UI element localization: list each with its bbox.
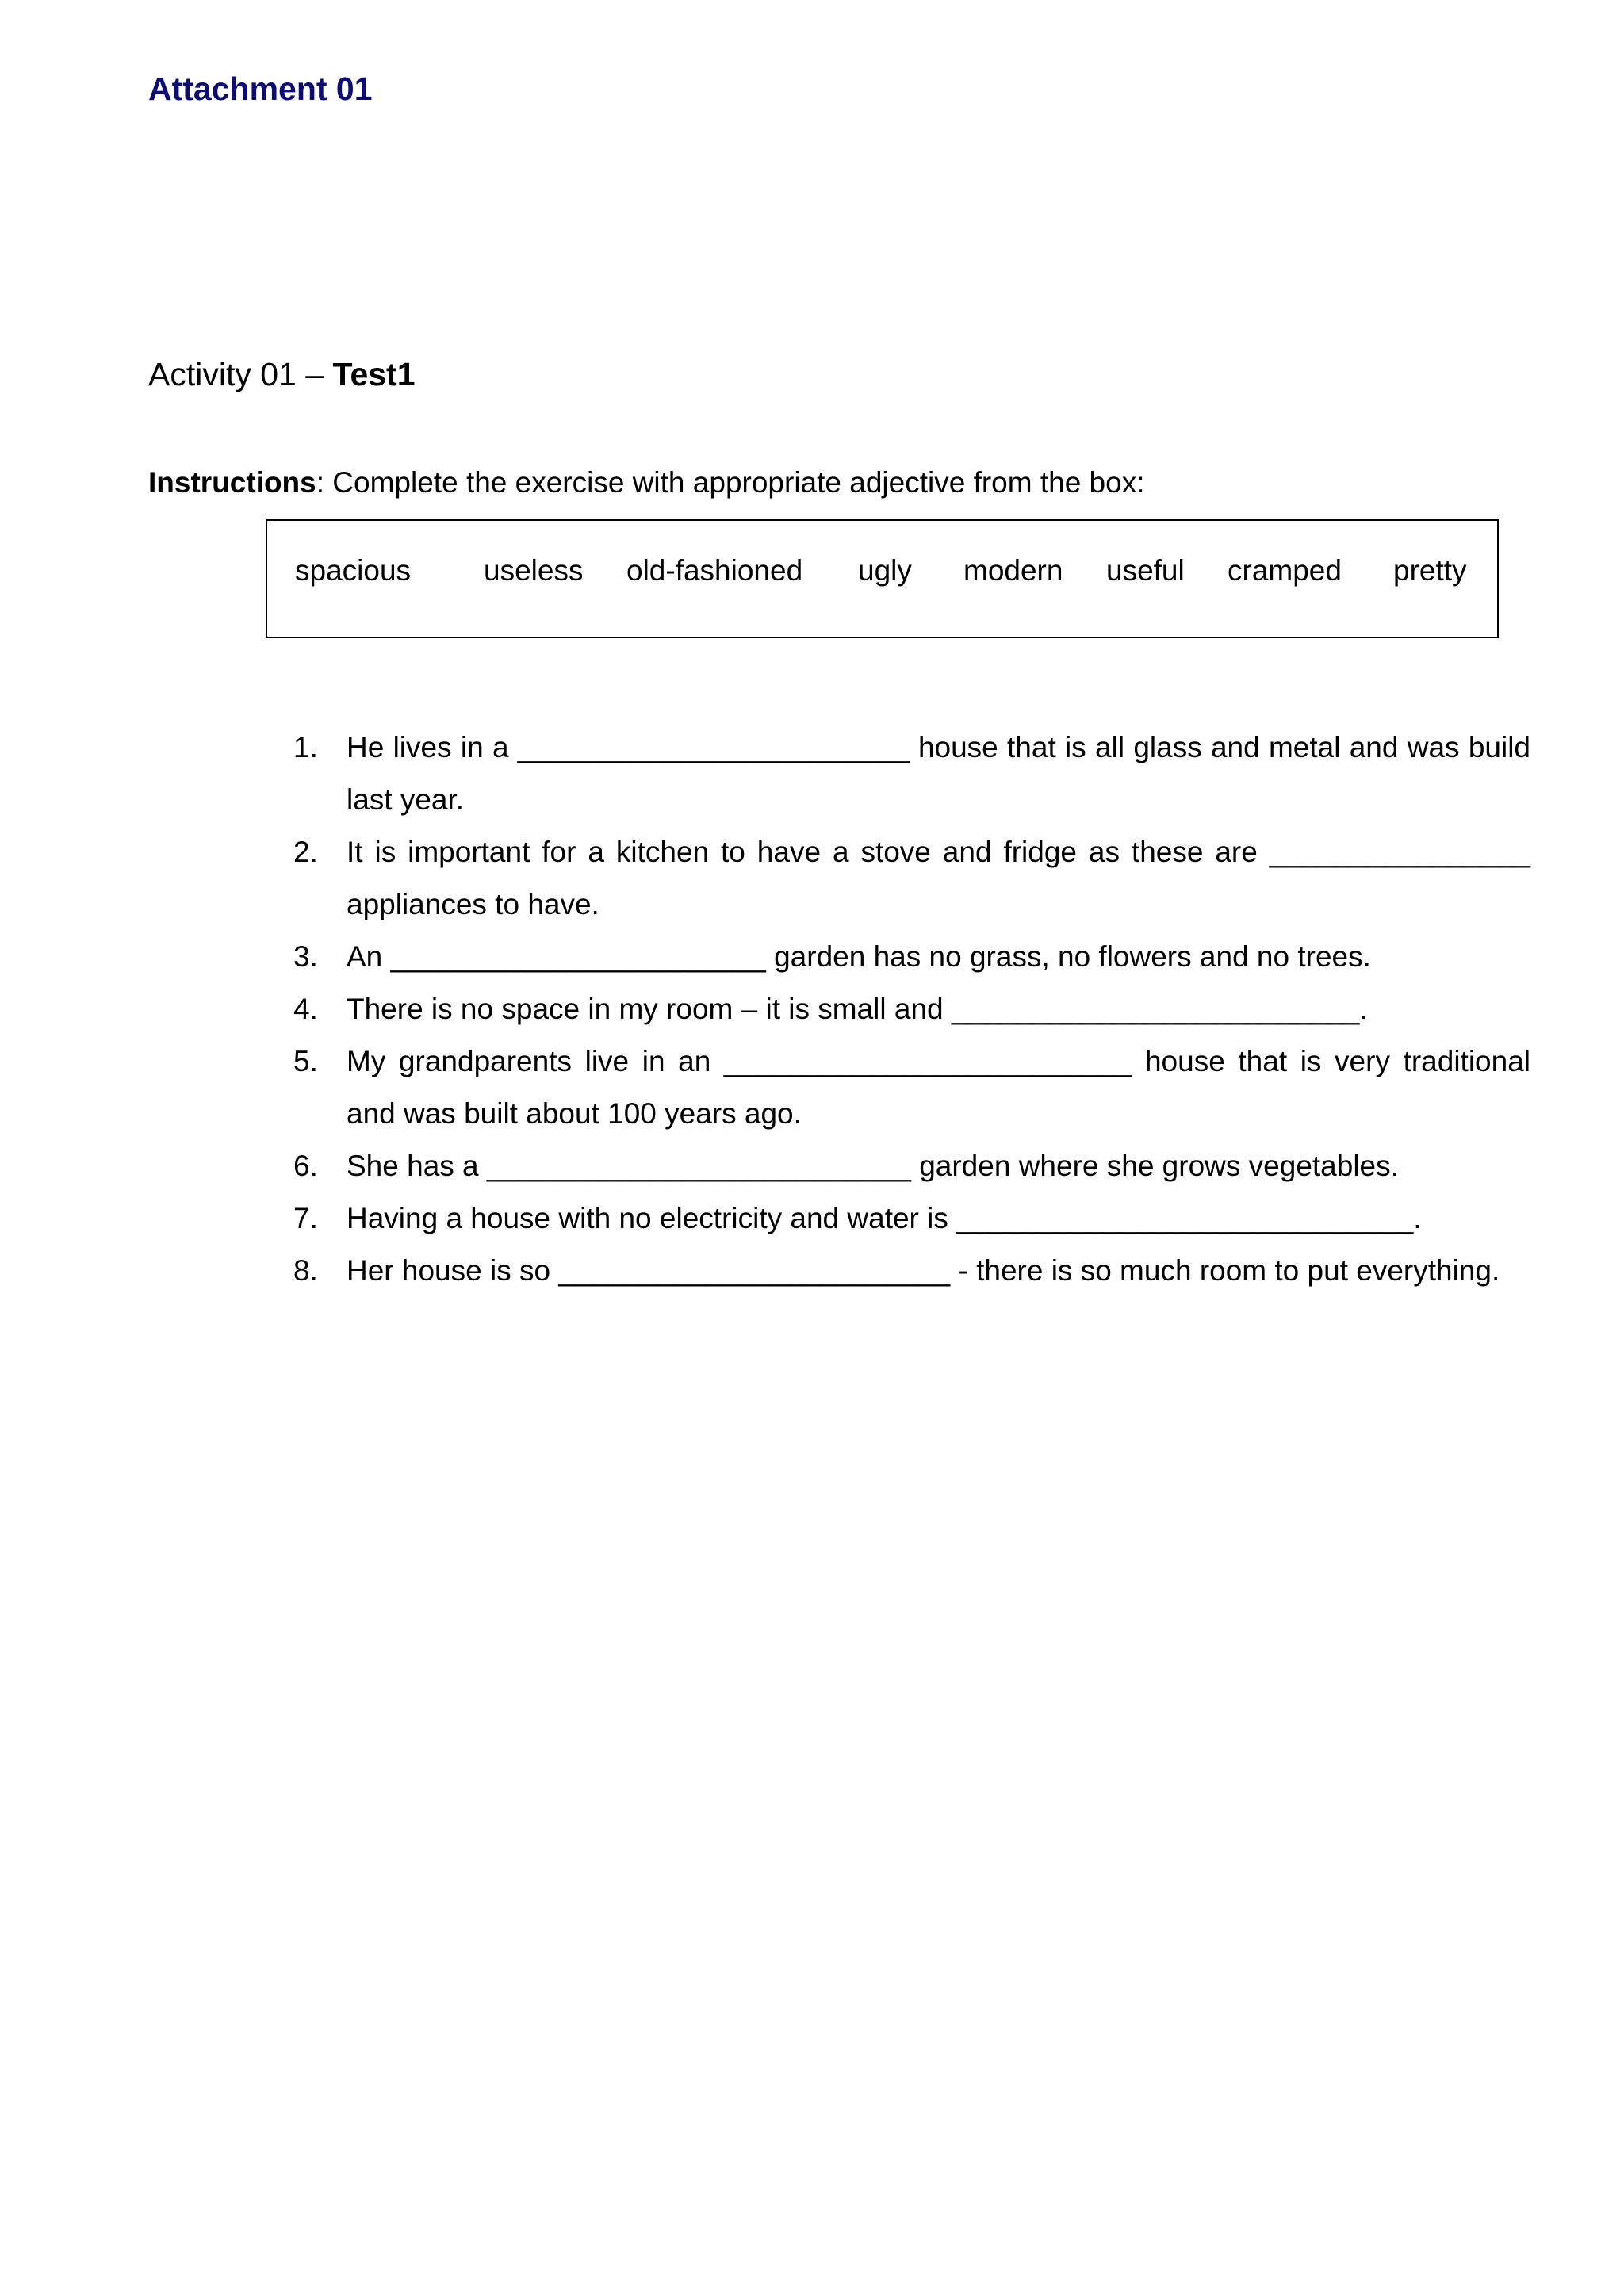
exercise-number: 2. <box>293 836 318 868</box>
exercise-number: 7. <box>293 1202 318 1234</box>
exercise-number: 5. <box>293 1045 318 1077</box>
exercise-text: Her house is so ________________________ - there is so much room to put everything. <box>347 1254 1500 1287</box>
activity-prefix: Activity 01 – <box>148 356 333 392</box>
attachment-title: Attachment 01 <box>148 71 373 107</box>
exercise-item <box>293 1035 1530 1140</box>
exercise-number: 4. <box>293 993 318 1025</box>
exercise-item <box>293 721 1530 826</box>
exercise-text: My grandparents live in an _________________________ house that is very traditional and was built about 100 years ago. <box>347 1045 1530 1130</box>
exercise-text: She has a __________________________ garden where she grows vegetables. <box>347 1150 1399 1182</box>
exercise-text: He lives in a ________________________ house that is all glass and metal and was build last year. <box>347 731 1530 816</box>
word-box-item: modern <box>963 554 1063 587</box>
exercise-text: It is important for a kitchen to have a stove and fridge as these are ________________ appliances to have. <box>347 836 1530 920</box>
exercise-text: An _______________________ garden has no grass, no flowers and no trees. <box>347 940 1371 973</box>
instructions-label: Instructions <box>148 466 316 499</box>
instructions-text: : Complete the exercise with appropriate adjective from the box: <box>316 466 1145 499</box>
exercise-text: Having a house with no electricity and water is ____________________________. <box>347 1202 1422 1234</box>
exercise-list <box>293 721 1530 1297</box>
word-box-item: old-fashioned <box>626 554 803 587</box>
exercise-item <box>293 931 1530 983</box>
exercise-text: There is no space in my room – it is small and _________________________. <box>347 993 1368 1025</box>
exercise-item <box>293 1192 1530 1245</box>
word-box-item: cramped <box>1228 554 1342 587</box>
exercise-item <box>293 826 1530 931</box>
activity-name: Test1 <box>332 356 416 392</box>
exercise-number: 8. <box>293 1254 318 1287</box>
exercise-item <box>293 1140 1530 1192</box>
exercise-item <box>293 983 1530 1035</box>
exercise-number: 1. <box>293 731 318 763</box>
activity-title <box>148 358 416 391</box>
exercise-number: 3. <box>293 940 318 973</box>
word-box-item: ugly <box>858 554 912 587</box>
word-box-item: pretty <box>1393 554 1467 587</box>
instructions <box>148 468 1145 497</box>
word-box-item: spacious <box>295 554 412 587</box>
word-box <box>266 519 1499 638</box>
word-box-item: useful <box>1106 554 1185 587</box>
word-box-item: useless <box>484 554 584 587</box>
exercise-number: 6. <box>293 1150 318 1182</box>
exercise-item <box>293 1245 1530 1297</box>
